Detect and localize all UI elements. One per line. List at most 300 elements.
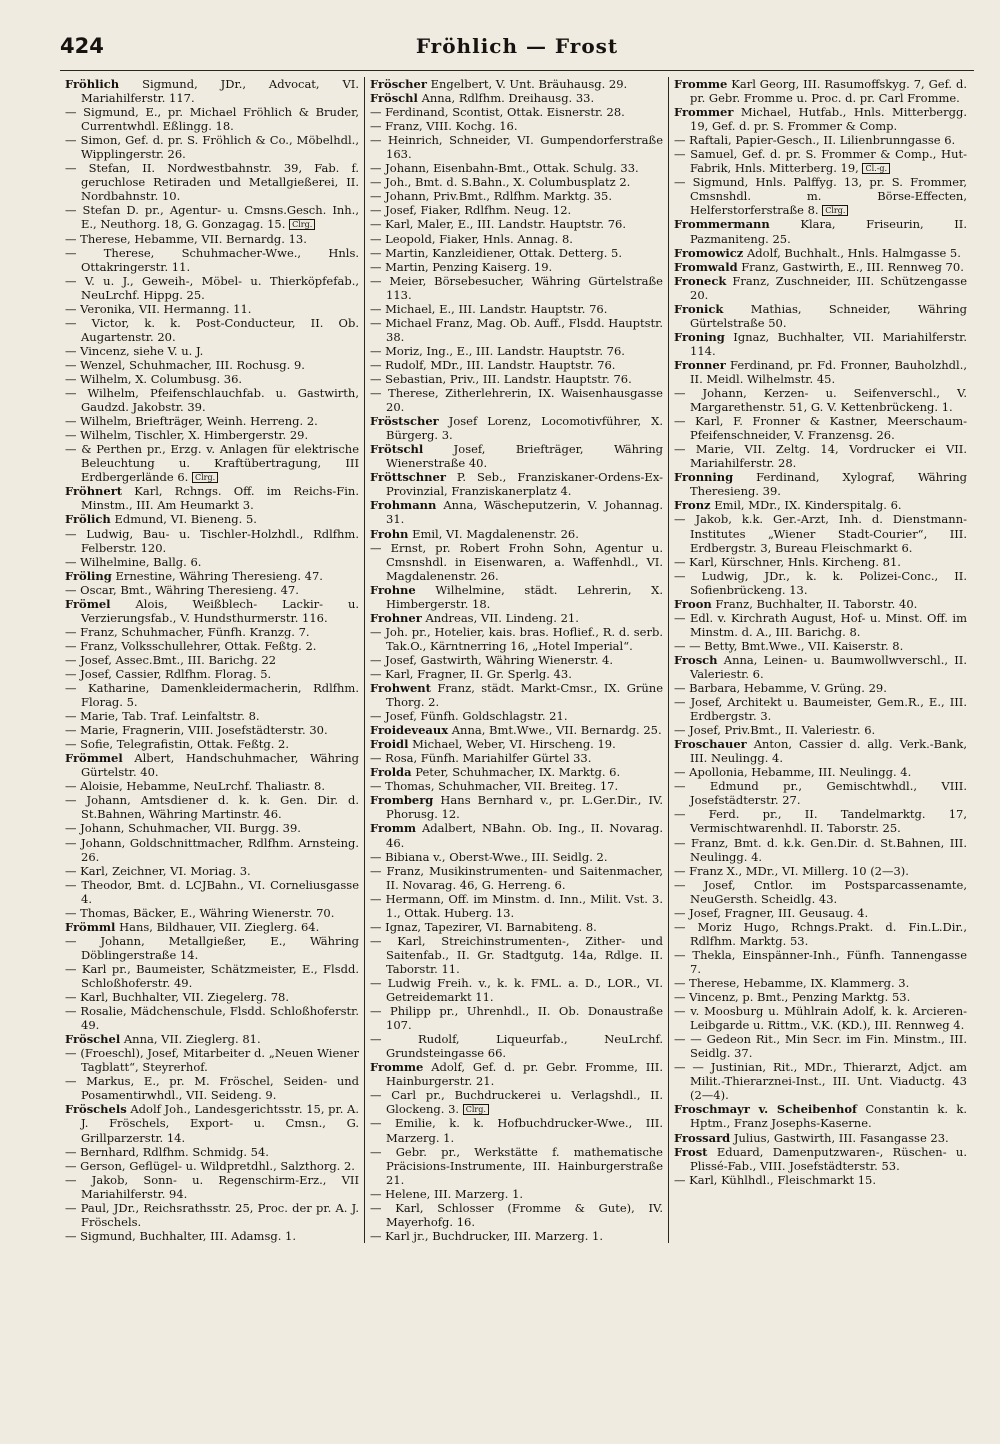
entry-text: — Josef, Fragner, III. Geusaug. 4. xyxy=(674,905,869,920)
directory-entry xyxy=(65,878,359,906)
directory-entry xyxy=(65,555,359,569)
entry-surname: Fröstscher xyxy=(370,414,439,429)
entry-text: — Sigmund, Hnls. Palffyg. 13, pr. S. Frommer, Cmsnshdl. m. Börse-Effecten, Helferstorferstraße 8. xyxy=(674,175,967,218)
directory-entry xyxy=(65,1046,359,1074)
entry-text: — — Justinian, Rit., MDr., Thierarzt, Adjct. am Milit.-Thierarznei-Inst., III. Unt. Viaductg. 43 (2—4). xyxy=(674,1060,967,1103)
directory-entry xyxy=(370,77,663,91)
directory-entry xyxy=(370,976,663,1004)
directory-entry xyxy=(370,709,663,723)
entry-surname: Frohner xyxy=(370,610,422,625)
entry-text: Karl, Rchngs. Off. im Reichs-Fin. Minstm., III. Am Heumarkt 3. xyxy=(81,484,359,513)
directory-columns xyxy=(60,77,974,1243)
entry-text: — Joh. pr., Hotelier, kais. bras. Hoflief., R. d. serb. Tak.O., Kärntnerring 16, „Hotel Imperial“. xyxy=(370,624,663,653)
entry-text: — Moriz Hugo, Rchngs.Prakt. d. Fin.L.Dir., Rdlfhm. Marktg. 53. xyxy=(674,919,967,948)
directory-entry xyxy=(370,105,663,119)
directory-entry xyxy=(370,386,663,414)
directory-entry xyxy=(674,442,967,470)
directory-entry xyxy=(65,1229,359,1243)
directory-entry xyxy=(674,611,967,639)
entry-surname: Fromm xyxy=(370,821,417,836)
entry-surname: Froon xyxy=(674,596,712,611)
directory-entry xyxy=(370,260,663,274)
directory-entry xyxy=(674,1102,967,1130)
directory-entry xyxy=(65,962,359,990)
entry-text: — Therese, Hebamme, IX. Klammerg. 3. xyxy=(674,976,910,990)
directory-entry xyxy=(674,948,967,976)
directory-entry xyxy=(674,302,967,330)
entry-surname: Froning xyxy=(674,329,725,344)
entry-text: — Martin, Penzing Kaiserg. 19. xyxy=(370,259,553,274)
directory-entry xyxy=(674,864,967,878)
entry-surname: Frolda xyxy=(370,765,412,780)
entry-text: Adolf, Gef. d. pr. Gebr. Fromme, III. Hainburgerstr. 21. xyxy=(386,1060,663,1089)
entry-text: — Wilhelm, X. Columbusg. 36. xyxy=(65,371,243,386)
entry-text: — Wilhelm, Briefträger, Weinh. Herreng. 2. xyxy=(65,414,318,429)
directory-entry xyxy=(674,1032,967,1060)
directory-entry xyxy=(65,625,359,639)
entry-text: — Paul, JDr., Reichsrathsstr. 25, Proc. der pr. A. J. Fröschels. xyxy=(65,1200,359,1229)
entry-surname: Frohmann xyxy=(370,498,437,513)
directory-entry xyxy=(674,498,967,512)
entry-surname: Fröhlich xyxy=(65,77,120,91)
entry-text: — Vincenz, p. Bmt., Penzing Marktg. 53. xyxy=(674,990,911,1005)
entry-surname: Fromme xyxy=(370,1060,424,1075)
directory-entry xyxy=(370,821,663,849)
entry-text: — Ignaz, Tapezirer, VI. Barnabiteng. 8. xyxy=(370,919,597,934)
directory-entry xyxy=(674,512,967,554)
entry-text: Anna, VII. Zieglerg. 81. xyxy=(123,1032,261,1047)
entry-text: Emil, MDr., IX. Kinderspitalg. 6. xyxy=(714,498,902,513)
entry-text: — Johann, Metallgießer, E., Währing Döblingerstraße 14. xyxy=(65,933,359,962)
entry-text: Adolf, Buchhalt., Hnls. Halmgasse 5. xyxy=(747,245,961,260)
directory-entry xyxy=(370,274,663,302)
entry-text: — Sigmund, Buchhalter, III. Adamsg. 1. xyxy=(65,1228,296,1243)
column-middle xyxy=(364,77,668,1243)
entry-text: — Johann, Schuhmacher, VII. Burgg. 39. xyxy=(65,821,301,836)
directory-entry xyxy=(370,91,663,105)
entry-surname: Fronick xyxy=(674,301,724,316)
entry-text: — Edmund pr., Gemischtwhdl., VIII. Josefstädterstr. 27. xyxy=(674,779,967,808)
entry-text: — Katharine, Damenkleidermacherin, Rdlfhm. Florag. 5. xyxy=(65,681,359,710)
entry-text: — Ludwig, JDr., k. k. Polizei-Conc., II. Sofienbrückeng. 13. xyxy=(674,568,967,597)
entry-surname: Fronz xyxy=(674,498,711,513)
entry-text: — Bibiana v., Oberst-Wwe., III. Seidlg. 2. xyxy=(370,849,608,864)
directory-entry xyxy=(65,442,359,484)
entry-text: — Josef, Assec.Bmt., III. Barichg. 22 xyxy=(65,652,277,667)
directory-entry xyxy=(674,569,967,597)
entry-text: — Sofie, Telegrafistin, Ottak. Feßtg. 2. xyxy=(65,737,290,752)
telephone-badge: Clrg. xyxy=(463,1104,489,1115)
entry-surname: Frömmel xyxy=(65,751,123,766)
directory-entry xyxy=(65,274,359,302)
directory-entry xyxy=(674,1145,967,1173)
entry-text: — Victor, k. k. Post-Conducteur, II. Ob. Augartenstr. 20. xyxy=(65,315,359,344)
entry-surname: Froidl xyxy=(370,737,409,752)
entry-text: — Edl. v. Kirchrath August, Hof- u. Minst. Off. im Minstm. d. A., III. Barichg. 8. xyxy=(674,610,967,639)
directory-entry xyxy=(370,793,663,821)
entry-text: — Michael Franz, Mag. Ob. Auff., Flsdd. Hauptstr. 38. xyxy=(370,315,663,344)
directory-entry xyxy=(65,386,359,414)
directory-entry xyxy=(370,681,663,709)
entry-text: — Ferd. pr., II. Tandelmarktg. 17, Vermischtwarenhdl. II. Taborstr. 25. xyxy=(674,807,967,836)
directory-entry xyxy=(674,1060,967,1102)
directory-entry xyxy=(370,892,663,920)
directory-entry xyxy=(674,414,967,442)
directory-entry xyxy=(65,723,359,737)
entry-text: — Thomas, Bäcker, E., Währing Wienerstr. 70. xyxy=(65,905,335,920)
entry-text: — Karl, Fragner, II. Gr. Sperlg. 43. xyxy=(370,666,572,681)
directory-entry xyxy=(674,920,967,948)
entry-text: Alois, Weißblech- Lackir- u. Verzierungsfab., V. Hundsthurmerstr. 116. xyxy=(81,596,360,625)
entry-text: Ernestine, Währing Theresieng. 47. xyxy=(115,568,323,583)
directory-entry xyxy=(674,836,967,864)
entry-text: — Therese, Hebamme, VII. Bernardg. 13. xyxy=(65,231,307,246)
directory-entry xyxy=(370,934,663,976)
entry-text: — Franz, VIII. Kochg. 16. xyxy=(370,119,518,134)
directory-entry xyxy=(674,1004,967,1032)
directory-entry xyxy=(370,498,663,526)
entry-surname: Frommer xyxy=(674,105,734,120)
entry-text: Michael, Weber, VI. Hirscheng. 19. xyxy=(412,737,616,752)
directory-entry xyxy=(65,358,359,372)
entry-surname: Frost xyxy=(674,1144,708,1159)
directory-entry xyxy=(370,1032,663,1060)
entry-text: Josef, Briefträger, Währing Wienerstraße 40. xyxy=(386,442,663,471)
entry-text: Wilhelmine, städt. Lehrerin, X. Himbergerstr. 18. xyxy=(386,582,664,611)
directory-entry xyxy=(370,527,663,541)
entry-text: Josef Lorenz, Locomotivführer, X. Bürgerg. 3. xyxy=(386,414,663,443)
directory-entry xyxy=(674,217,967,245)
entry-text: — Barbara, Hebamme, V. Grüng. 29. xyxy=(674,681,887,696)
entry-text: — Thomas, Schuhmacher, VII. Breiteg. 17. xyxy=(370,779,619,794)
entry-surname: Fromberg xyxy=(370,793,434,808)
entry-text: — — Gedeon Rit., Min Secr. im Fin. Minstm., III. Seidlg. 37. xyxy=(674,1032,967,1061)
directory-entry xyxy=(65,1074,359,1102)
entry-text: Eduard, Damenputzwaren-, Rüschen- u. Plissé-Fab., VIII. Josefstädterstr. 53. xyxy=(690,1144,967,1173)
entry-text: Mathias, Schneider, Währing Gürtelstraße 50. xyxy=(690,301,968,330)
directory-entry xyxy=(65,1173,359,1201)
entry-text: — Carl pr., Buchdruckerei u. Verlagshdl., II. Glockeng. 3. xyxy=(370,1088,663,1117)
entry-text: — Josef, Fünfh. Goldschlagstr. 21. xyxy=(370,709,568,724)
directory-entry xyxy=(65,1004,359,1032)
entry-text: — Ludwig Freih. v., k. k. FML. a. D., LOR., VI. Getreidemarkt 11. xyxy=(370,976,663,1005)
entry-text: — Rosalie, Mädchenschule, Flsdd. Schloßhoferstr. 49. xyxy=(65,1004,359,1033)
entry-text: — Leopold, Fiaker, Hnls. Annag. 8. xyxy=(370,231,573,246)
entry-text: — Johann, Amtsdiener d. k. k. Gen. Dir. d. St.Bahnen, Währing Martinstr. 46. xyxy=(65,793,359,822)
entry-surname: Froideveaux xyxy=(370,723,449,738)
directory-entry xyxy=(370,1229,663,1243)
entry-text: — Josef, Gastwirth, Währing Wienerstr. 4. xyxy=(370,652,614,667)
directory-entry xyxy=(370,1145,663,1187)
entry-text: Albert, Handschuhmacher, Währing Gürtelstr. 40. xyxy=(81,751,360,780)
directory-entry xyxy=(65,414,359,428)
directory-entry xyxy=(65,667,359,681)
directory-entry xyxy=(370,625,663,653)
directory-entry xyxy=(370,653,663,667)
directory-entry xyxy=(370,344,663,358)
directory-entry xyxy=(370,583,663,611)
directory-entry xyxy=(65,1032,359,1046)
entry-text: Sigmund, JDr., Advocat, VI. Mariahilferstr. 117. xyxy=(81,77,359,106)
entry-text: — Johann, Priv.Bmt., Rdlfhm. Marktg. 35. xyxy=(370,189,612,204)
directory-entry xyxy=(65,597,359,625)
entry-text: Karl Georg, III. Rasumoffskyg. 7, Gef. d. pr. Gebr. Fromme u. Proc. d. pr. Carl Fromme. xyxy=(690,77,967,106)
entry-surname: Fröschel xyxy=(65,1032,121,1047)
entry-text: — Franz X., MDr., VI. Millerg. 10 (2—3). xyxy=(674,863,909,878)
entry-text: — Karl, Kühlhdl., Fleischmarkt 15. xyxy=(674,1172,877,1187)
entry-surname: Fröschels xyxy=(65,1102,127,1117)
directory-entry xyxy=(65,527,359,555)
entry-surname: Frossard xyxy=(674,1130,731,1145)
entry-surname: Fronner xyxy=(674,357,726,372)
column-left xyxy=(60,77,364,1243)
directory-entry xyxy=(674,260,967,274)
entry-text: — Therese, Zitherlehrerin, IX. Waisenhausgasse 20. xyxy=(370,386,663,415)
directory-entry xyxy=(65,864,359,878)
directory-entry xyxy=(370,119,663,133)
entry-text: — Sigmund, E., pr. Michael Fröhlich & Bruder, Currentwhdl. Eßlingg. 18. xyxy=(65,105,359,134)
entry-surname: Frömel xyxy=(65,596,111,611)
directory-entry xyxy=(370,765,663,779)
directory-entry xyxy=(65,1102,359,1144)
entry-surname: Fröttschner xyxy=(370,470,446,485)
directory-entry xyxy=(65,709,359,723)
entry-text: — Johann, Kerzen- u. Seifenverschl., V. Margarethenstr. 51, G. V. Kettenbrückeng. 1. xyxy=(674,386,967,415)
entry-text: — (Froeschl), Josef, Mitarbeiter d. „Neuen Wiener Tagblatt“, Steyrerhof. xyxy=(65,1046,359,1075)
entry-text: — Theodor, Bmt. d. LCJBahn., VI. Corneliusgasse 4. xyxy=(65,877,359,906)
entry-text: Anna, Leinen- u. Baumwollwverschl., II. Valeriestr. 6. xyxy=(690,652,967,681)
entry-text: Anna, Rdlfhm. Dreihausg. 33. xyxy=(421,91,595,106)
entry-text: — v. Moosburg u. Mühlrain Adolf, k. k. Arcieren-Leibgarde u. Rittm., V.K. (KD.), III. Rennweg 4. xyxy=(674,1004,967,1033)
directory-entry xyxy=(674,906,967,920)
entry-text: Emil, VI. Magdalenenstr. 26. xyxy=(412,526,579,541)
entry-text: Adolf Joh., Landesgerichtsstr. 15, pr. A. J. Fröschels, Export- u. Cmsn., G. Grillparzerstr. 14. xyxy=(81,1102,360,1145)
entry-text: — Veronika, VII. Hermanng. 11. xyxy=(65,301,252,316)
entry-surname: Fronning xyxy=(674,470,734,485)
entry-text: — Karl, F. Fronner & Kastner, Meerschaum-Pfeifenschneider, V. Franzensg. 26. xyxy=(674,414,967,443)
entry-text: Franz, Zuschneider, III. Schützengasse 20. xyxy=(690,273,967,302)
directory-entry xyxy=(370,414,663,442)
entry-text: — Marie, Fragnerin, VIII. Josefstädterstr. 30. xyxy=(65,723,328,738)
entry-text: — Martin, Kanzleidiener, Ottak. Detterg. 5. xyxy=(370,245,623,260)
entry-text: — Karl pr., Baumeister, Schätzmeister, E., Flsdd. Schloßhoferstr. 49. xyxy=(65,961,359,990)
entry-surname: Fromme xyxy=(674,77,728,91)
entry-text: — Marie, Tab. Traf. Leinfaltstr. 8. xyxy=(65,709,260,724)
directory-entry xyxy=(370,1004,663,1032)
directory-entry xyxy=(674,77,967,105)
entry-text: — — Betty, Bmt.Wwe., VII. Kaiserstr. 8. xyxy=(674,638,904,653)
directory-entry xyxy=(65,653,359,667)
directory-entry xyxy=(65,920,359,934)
directory-entry xyxy=(65,569,359,583)
entry-text: — Jakob, Sonn- u. Regenschirm-Erz., VII Mariahilferstr. 94. xyxy=(65,1172,359,1201)
entry-surname: Frosch xyxy=(674,652,718,667)
entry-text: — Franz, Schuhmacher, Fünfh. Kranzg. 7. xyxy=(65,624,310,639)
directory-entry xyxy=(65,1145,359,1159)
directory-entry xyxy=(370,1088,663,1116)
entry-text: — Meier, Börsebesucher, Währing Gürtelstraße 113. xyxy=(370,273,663,302)
entry-text: — Karl, Streichinstrumenten-, Zither- und Saitenfab., II. Gr. Stadtgutg. 14a, Rdlge. II. Taborstr. 11. xyxy=(370,933,663,976)
entry-text: — Helene, III. Marzerg. 1. xyxy=(370,1186,524,1201)
entry-text: — Wenzel, Schuhmacher, III. Rochusg. 9. xyxy=(65,357,305,372)
directory-entry xyxy=(674,878,967,906)
directory-entry xyxy=(65,934,359,962)
directory-entry xyxy=(65,793,359,821)
entry-text: — Wilhelm, Tischler, X. Himbergerstr. 29. xyxy=(65,428,309,443)
entry-text: — Ernst, pr. Robert Frohn Sohn, Agentur u. Cmsnshdl. in Eisenwaren, a. Waffenhdl., VI. Magdalenenstr. 26. xyxy=(370,540,663,583)
directory-entry xyxy=(370,864,663,892)
entry-text: — Johann, Goldschnittmacher, Rdlfhm. Arnsteing. 26. xyxy=(65,835,359,864)
directory-entry xyxy=(674,386,967,414)
entry-text: — Karl, Buchhalter, VII. Ziegelerg. 78. xyxy=(65,990,289,1005)
directory-entry xyxy=(65,821,359,835)
directory-entry xyxy=(674,807,967,835)
entry-text: — Josef, Cntlor. im Postsparcassenamte, NeuGersth. Scheidlg. 43. xyxy=(674,877,967,906)
directory-entry xyxy=(674,597,967,611)
entry-surname: Froschauer xyxy=(674,737,747,752)
directory-entry xyxy=(674,765,967,779)
directory-entry xyxy=(370,1201,663,1229)
entry-text: — Wilhelm, Pfeifenschlauchfab. u. Gastwirth, Gaudzd. Jakobstr. 39. xyxy=(65,386,359,415)
directory-entry xyxy=(370,541,663,583)
directory-entry xyxy=(65,246,359,274)
entry-text: — Moriz, Ing., E., III. Landstr. Hauptstr. 76. xyxy=(370,343,625,358)
directory-entry xyxy=(65,133,359,161)
directory-entry xyxy=(65,512,359,526)
directory-entry xyxy=(370,611,663,625)
directory-entry xyxy=(674,681,967,695)
entry-text: Michael, Hutfab., Hnls. Mitterbergg. 19, Gef. d. pr. S. Frommer & Comp. xyxy=(690,105,967,134)
entry-text: Franz, städt. Markt-Cmsr., IX. Grüne Thorg. 2. xyxy=(386,681,664,710)
directory-entry xyxy=(370,470,663,498)
entry-text: Ignaz, Buchhalter, VII. Mariahilferstr. 114. xyxy=(690,329,967,358)
entry-text: — Vincenz, siehe V. u. J. xyxy=(65,343,204,358)
directory-entry xyxy=(370,667,663,681)
entry-text: — Ludwig, Bau- u. Tischler-Holzhdl., Rdlfhm. Felberstr. 120. xyxy=(65,526,359,555)
entry-text: — Jakob, k.k. Ger.-Arzt, Inh. d. Dienstmann-Institutes „Wiener Stadt-Courier“, III. Erdbergstr. 3, Bureau Fleischmarkt 6. xyxy=(674,512,967,555)
directory-entry xyxy=(370,358,663,372)
entry-text: Engelbert, V. Unt. Bräuhausg. 29. xyxy=(430,77,628,91)
directory-entry xyxy=(370,232,663,246)
entry-text: — Karl, Zeichner, VI. Moriag. 3. xyxy=(65,863,251,878)
running-title: Fröhlich — Frost xyxy=(415,34,619,58)
entry-text: Adalbert, NBahn. Ob. Ing., II. Novarag. 46. xyxy=(386,821,664,850)
entry-text: — Samuel, Gef. d. pr. S. Frommer & Comp., Hut-Fabrik, Hnls. Mitterberg. 19, xyxy=(674,147,967,176)
directory-entry xyxy=(65,1201,359,1229)
directory-entry xyxy=(65,316,359,344)
entry-text: — Josef, Architekt u. Baumeister, Gem.R., E., III. Erdbergstr. 3. xyxy=(674,695,967,724)
directory-entry xyxy=(674,470,967,498)
directory-entry xyxy=(674,1173,967,1187)
directory-entry xyxy=(65,639,359,653)
directory-entry xyxy=(65,232,359,246)
entry-text: — Raftali, Papier-Gesch., II. Lilienbrunngasse 6. xyxy=(674,133,956,148)
directory-entry xyxy=(674,175,967,217)
directory-entry xyxy=(65,836,359,864)
telephone-badge: Clrg. xyxy=(192,472,218,483)
directory-entry xyxy=(370,203,663,217)
directory-entry xyxy=(674,330,967,358)
entry-surname: Fröhnert xyxy=(65,484,123,499)
entry-text: — Hermann, Off. im Minstm. d. Inn., Milit. Vst. 3. 1., Ottak. Huberg. 13. xyxy=(370,891,663,920)
directory-entry xyxy=(65,105,359,133)
directory-entry xyxy=(674,147,967,175)
entry-text: — Gebr. pr., Werkstätte f. mathematische Präcisions-Instrumente, III. Hainburgerstraße 21. xyxy=(370,1144,663,1187)
telephone-badge: Clrg. xyxy=(822,205,848,216)
entry-text: — Franz, Bmt. d. k.k. Gen.Dir. d. St.Bahnen, III. Neulingg. 4. xyxy=(674,835,967,864)
entry-text: — Ferdinand, Scontist, Ottak. Eisnerstr. 28. xyxy=(370,105,625,120)
entry-text: Julius, Gastwirth, III. Fasangasse 23. xyxy=(733,1130,949,1145)
directory-entry xyxy=(674,105,967,133)
entry-text: — Franz, Volksschullehrer, Ottak. Feßtg. 2. xyxy=(65,638,317,653)
directory-entry xyxy=(65,372,359,386)
entry-text: — Karl, Kürschner, Hnls. Kircheng. 81. xyxy=(674,554,901,569)
entry-text: — Apollonia, Hebamme, III. Neulingg. 4. xyxy=(674,765,912,780)
entry-text: — Karl, Schlosser (Fromme & Gute), IV. Mayerhofg. 16. xyxy=(370,1200,663,1229)
entry-surname: Frötschl xyxy=(370,442,424,457)
entry-text: — Emilie, k. k. Hofbuchdrucker-Wwe., III. Marzerg. 1. xyxy=(370,1116,663,1145)
directory-entry xyxy=(370,133,663,161)
entry-surname: Frohne xyxy=(370,582,416,597)
directory-entry xyxy=(674,1131,967,1145)
directory-entry xyxy=(65,428,359,442)
entry-text: — Heinrich, Schneider, VI. Gumpendorferstraße 163. xyxy=(370,133,663,162)
column-right xyxy=(668,77,972,1243)
directory-entry xyxy=(65,302,359,316)
entry-text: — V. u. J., Geweih-, Möbel- u. Thierköpfefab., NeuLrchf. Hippg. 25. xyxy=(65,273,359,302)
directory-entry xyxy=(674,133,967,147)
entry-text: — Stefan D. pr., Agentur- u. Cmsns.Gesch. Inh., E., Neuthorg. 18, G. Gonzagag. 15. xyxy=(65,203,359,232)
entry-surname: Froneck xyxy=(674,273,727,288)
directory-entry xyxy=(65,779,359,793)
entry-text: Hans, Bildhauer, VII. Zieglerg. 64. xyxy=(119,919,320,934)
entry-text: — Rosa, Fünfh. Mariahilfer Gürtel 33. xyxy=(370,751,592,766)
entry-text: — Simon, Gef. d. pr. S. Fröhlich & Co., Möbelhdl., Wipplingerstr. 26. xyxy=(65,133,359,162)
directory-entry xyxy=(65,737,359,751)
directory-entry xyxy=(65,203,359,231)
entry-text: — Markus, E., pr. M. Fröschel, Seiden- und Posamentirwhdl., VII. Seideng. 9. xyxy=(65,1074,359,1103)
entry-text: — Wilhelmine, Ballg. 6. xyxy=(65,554,202,569)
entry-text: Klara, Friseurin, II. Pazmaniteng. 25. xyxy=(690,217,967,246)
entry-text: — Karl jr., Buchdrucker, III. Marzerg. 1. xyxy=(370,1228,604,1243)
directory-entry xyxy=(65,751,359,779)
directory-entry xyxy=(65,344,359,358)
directory-entry xyxy=(370,751,663,765)
entry-text: — & Perthen pr., Erzg. v. Anlagen für elektrische Beleuchtung u. Kraftübertragung, III Erdbergerlände 6. xyxy=(65,442,359,485)
page-header xyxy=(60,30,974,71)
entry-surname: Frohwent xyxy=(370,681,431,696)
entry-text: Hans Bernhard v., pr. L.Ger.Dir., IV. Phorusg. 12. xyxy=(386,793,664,822)
entry-surname: Fröling xyxy=(65,568,112,583)
directory-entry xyxy=(370,723,663,737)
directory-entry xyxy=(674,555,967,569)
entry-surname: Fröscher xyxy=(370,77,427,91)
directory-entry xyxy=(674,779,967,807)
directory-entry xyxy=(370,1060,663,1088)
entry-text: P. Seb., Franziskaner-Ordens-Ex-Provinzial, Franziskanerplatz 4. xyxy=(386,470,663,499)
entry-text: Franz, Gastwirth, E., III. Rennweg 70. xyxy=(741,259,964,274)
directory-entry xyxy=(674,723,967,737)
entry-surname: Frömml xyxy=(65,919,116,934)
entry-text: — Johann, Eisenbahn-Bmt., Ottak. Schulg. 33. xyxy=(370,161,639,176)
directory-entry xyxy=(65,681,359,709)
entry-text: Ferdinand, Xylograf, Währing Theresieng. 39. xyxy=(690,470,967,499)
directory-entry xyxy=(370,779,663,793)
directory-entry xyxy=(370,737,663,751)
directory-entry xyxy=(674,358,967,386)
directory-entry xyxy=(674,695,967,723)
telephone-badge: Cl.-g. xyxy=(862,163,890,174)
